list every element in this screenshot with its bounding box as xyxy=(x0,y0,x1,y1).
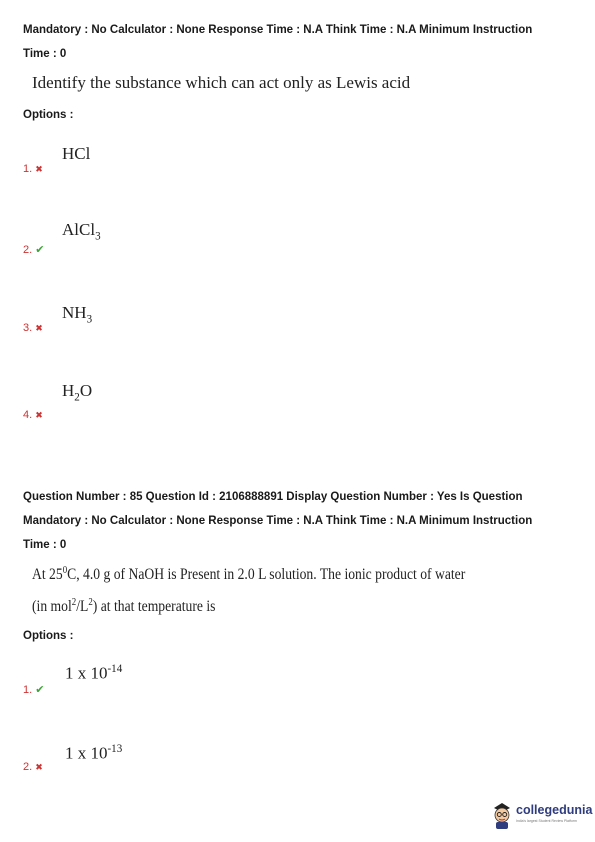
question-text: At $25^0C$, 4.0 g of NaOH is Present in 2.0 L solution. The ionic product of water xyxy=(32,565,466,584)
option-number: 3. ✖ xyxy=(23,322,43,334)
option-number: 4. ✖ xyxy=(23,409,43,421)
brand-tagline: India's largest Student Review Platform xyxy=(516,819,577,823)
wrong-icon: ✖ xyxy=(35,762,43,772)
check-icon: ✔ xyxy=(35,244,45,256)
collegedunia-logo xyxy=(490,800,593,832)
mascot-icon xyxy=(490,800,514,830)
question-meta-line: Time : 0 xyxy=(23,539,67,551)
option-value: $H_2O$ xyxy=(62,381,93,404)
option-value: 1 x $10^{-14}$ xyxy=(65,663,123,683)
question-meta-line: Time : 0 xyxy=(23,48,67,60)
options-label: Options : xyxy=(23,630,74,642)
option-value: $NH_3$ xyxy=(62,303,93,326)
wrong-icon: ✖ xyxy=(35,164,43,174)
option-value: HCl xyxy=(62,144,91,163)
option-number: 1. ✔ xyxy=(23,684,45,696)
option-value: 1 x $10^{-13}$ xyxy=(65,743,123,763)
option-number: 2. ✔ xyxy=(23,244,45,256)
wrong-icon: ✖ xyxy=(35,323,43,333)
question-text: (in $mol^2/L^2$) at that temperature is xyxy=(32,597,216,616)
question-meta-line: Mandatory : No Calculator : None Response Time : N.A Think Time : N.A Minimum Instruction xyxy=(23,515,533,527)
check-icon: ✔ xyxy=(35,684,45,696)
option-number: 2. ✖ xyxy=(23,761,43,773)
question-meta-line: Question Number : 85 Question Id : 2106888891 Display Question Number : Yes Is Question xyxy=(23,491,523,503)
option-number: 1. ✖ xyxy=(23,163,43,175)
question-meta-line: Mandatory : No Calculator : None Response Time : N.A Think Time : N.A Minimum Instruction xyxy=(23,24,533,36)
option-value: AlCl$_3$ xyxy=(62,220,101,243)
wrong-icon: ✖ xyxy=(35,410,43,420)
options-label: Options : xyxy=(23,109,74,121)
brand-name: collegedunia xyxy=(516,803,593,817)
question-text: Identify the substance which can act only as Lewis acid xyxy=(32,73,411,92)
